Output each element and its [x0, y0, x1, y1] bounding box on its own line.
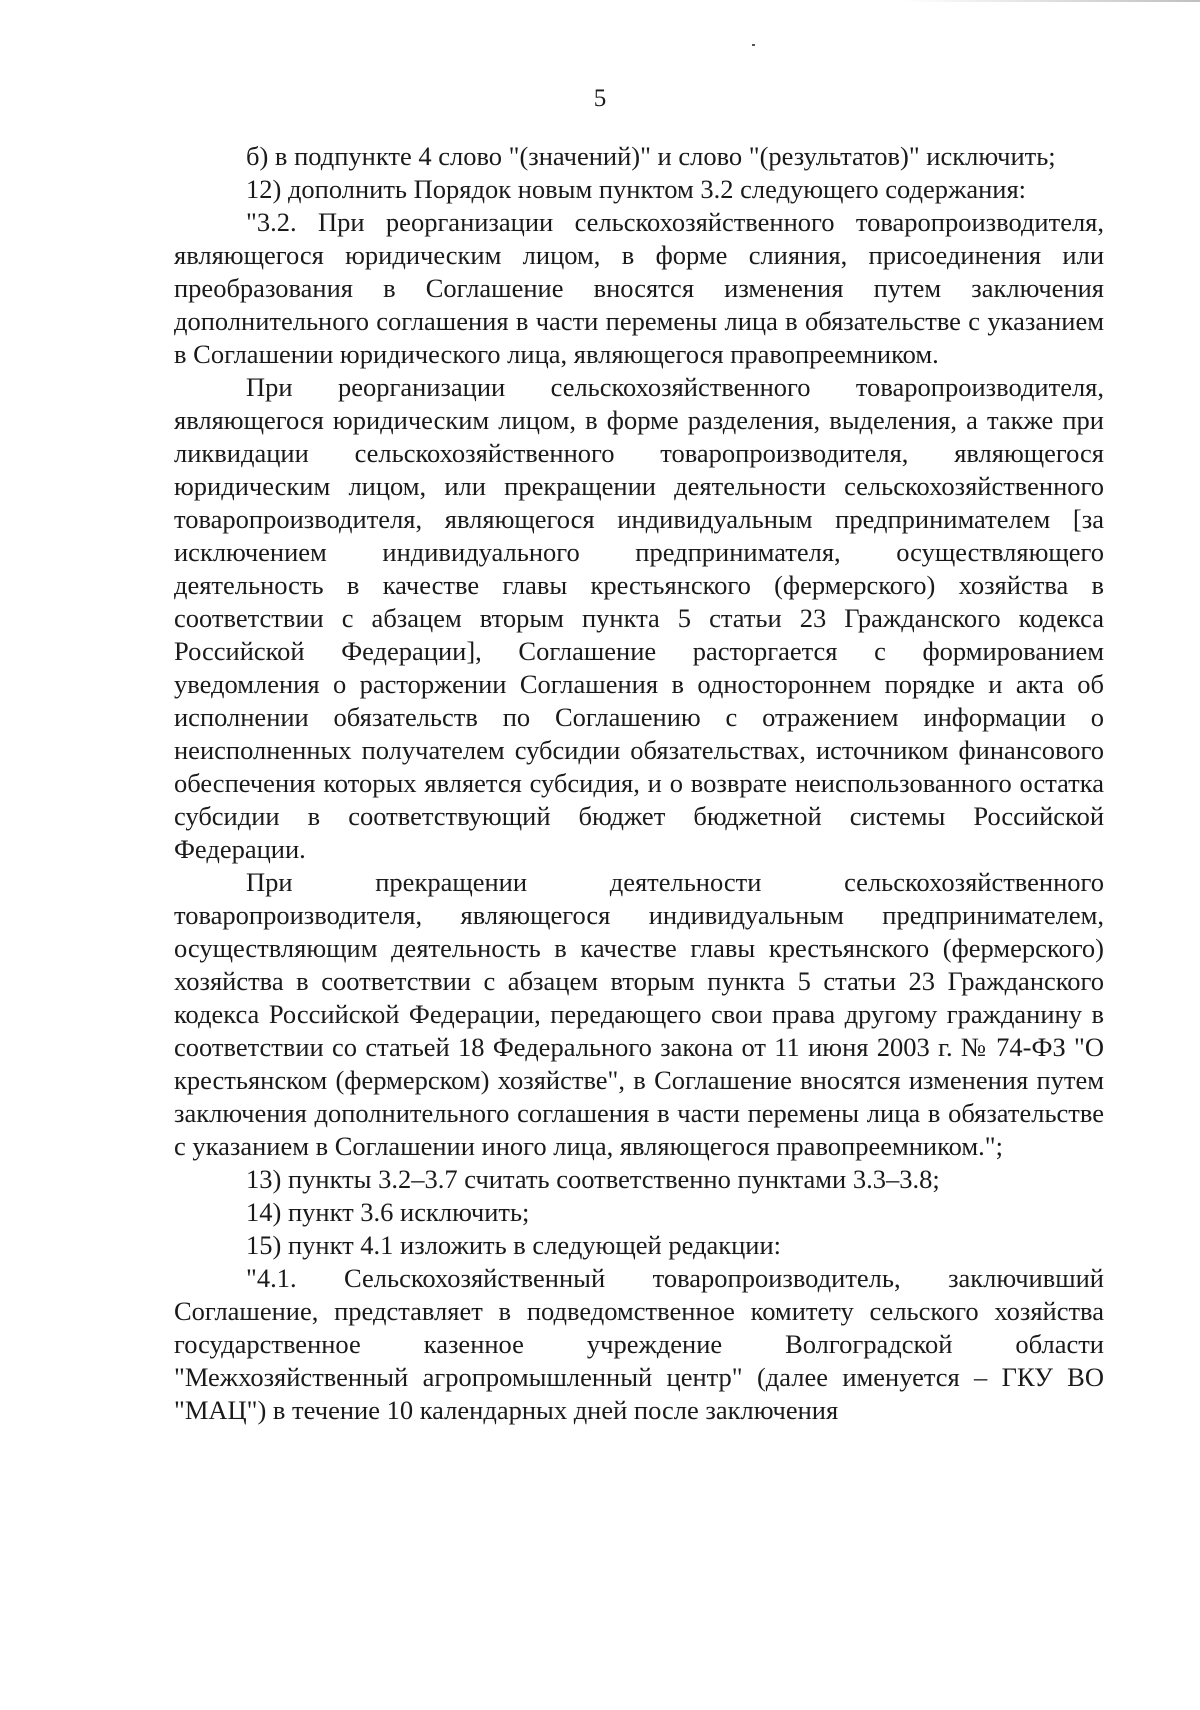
- paragraph-termination: При прекращении деятельности сельскохозяйственного товаропроизводителя, являющегося индивидуальным предпринимателем, осуществляющим деятельность в качестве главы крестьянского (фермерского) хозяйства в соответствии с абзацем вторым пункта 5 статьи 23 Гражданского кодекса Российской Федерации, передающего свои права другому гражданину в соответствии со статьей 18 Федерального закона от 11 июня 2003 г. № 74-ФЗ "О крестьянском (фермерском) хозяйстве", в Соглашение вносятся изменения путем заключения дополнительного соглашения в части перемены лица в обязательстве с указанием в Соглашении иного лица, являющегося правопреемником.";: [174, 867, 1104, 1161]
- paragraph-item-14: 14) пункт 3.6 исключить;: [246, 1197, 530, 1227]
- paragraph-item-15: 15) пункт 4.1 изложить в следующей редакции:: [246, 1230, 782, 1260]
- document-body: [174, 140, 1104, 1427]
- paragraph-item-12: 12) дополнить Порядок новым пунктом 3.2 следующего содержания:: [246, 174, 1027, 204]
- page-number: 5: [593, 85, 607, 112]
- paragraph-subitem-b: б) в подпункте 4 слово "(значений)" и слово "(результатов)" исключить;: [246, 141, 1056, 171]
- paragraph-clause-3-2: "3.2. При реорганизации сельскохозяйственного товаропроизводителя, являющегося юридическим лицом, в форме слияния, присоединения или преобразования в Соглашение вносятся изменения путем заключения дополнительного соглашения в части перемены лица в обязательстве с указанием в Соглашении юридического лица, являющегося правопреемником.: [174, 207, 1104, 369]
- scan-dust-mark: [752, 44, 755, 46]
- paragraph-reorganization: При реорганизации сельскохозяйственного товаропроизводителя, являющегося юридическим лицом, в форме разделения, выделения, а также при ликвидации сельскохозяйственного товаропроизводителя, являющегося юридическим лицом, или прекращении деятельности сельскохозяйственного товаропроизводителя, являющегося индивидуальным предпринимателем [за исключением индивидуального предпринимателя, осуществляющего деятельность в качестве главы крестьянского (фермерского) хозяйства в соответствии с абзацем вторым пункта 5 статьи 23 Гражданского кодекса Российской Федерации], Соглашение расторгается с формированием уведомления о расторжении Соглашения в одностороннем порядке и акта об исполнении обязательств по Соглашению с отражением информации о неисполненных получателем субсидии обязательствах, источником финансового обеспечения которых является субсидия, и о возврате неиспользованного остатка субсидии в соответствующий бюджет бюджетной системы Российской Федерации.: [174, 372, 1104, 864]
- paragraph-item-13: 13) пункты 3.2–3.7 считать соответственно пунктами 3.3–3.8;: [246, 1164, 940, 1194]
- paragraph-clause-4-1: "4.1. Сельскохозяйственный товаропроизводитель, заключивший Соглашение, представляет в подведомственное комитету сельского хозяйства государственное казенное учреждение Волгоградской области "Межхозяйственный агропромышленный центр" (далее именуется – ГКУ ВО "МАЦ") в течение 10 календарных дней после заключения: [174, 1263, 1104, 1425]
- scan-edge-artifact: [900, 0, 1200, 2]
